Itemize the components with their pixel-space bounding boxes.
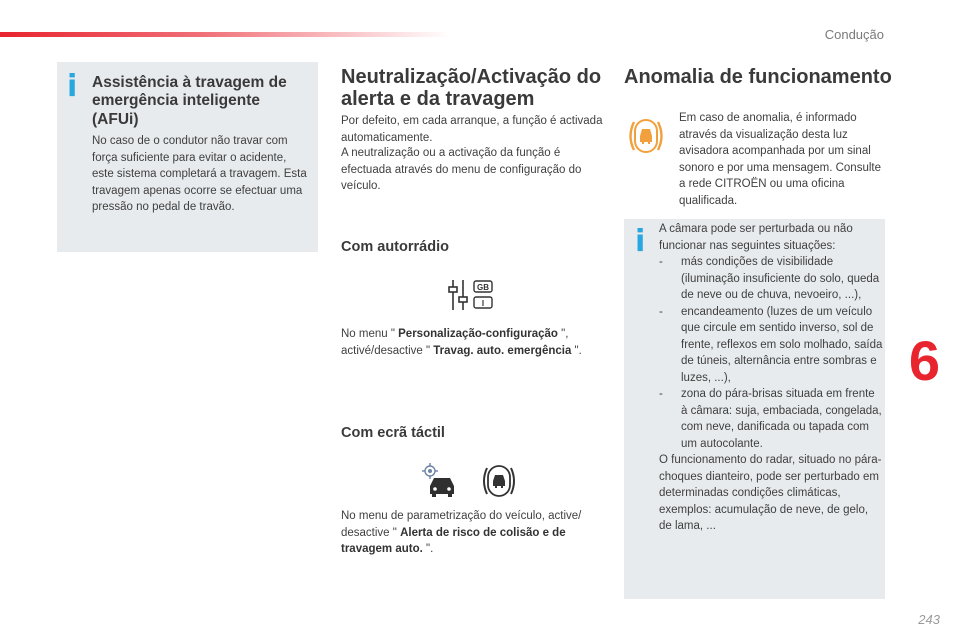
collision-warning-icon — [626, 118, 666, 154]
radio-icon-i: I — [481, 299, 485, 308]
radio-settings-icon — [447, 277, 495, 313]
afu-text: No caso de o condutor não travar com força suficiente para evitar o acidente, este sistema completará a travagem. Esta travagem apenas ocorre se efectuar uma pressão no pedal de travão. — [92, 135, 307, 213]
neutral-p1: Por defeito, em cada arranque, a função é activada automaticamente. — [341, 115, 603, 144]
touch-title: Com ecrã táctil — [341, 425, 445, 441]
camera-list — [659, 254, 883, 452]
top-accent-bar — [0, 32, 450, 37]
afu-info-box — [57, 62, 318, 252]
info-icon: i — [635, 224, 646, 259]
list-item: - encandeamento (luzes de um veículo que circule em sentido inverso, sol de frente, reflexos em solo molhado, saída de túneis, alternância entre sombras e luzes, ...), — [659, 304, 883, 387]
collision-alert-icon — [480, 464, 518, 498]
info-icon: i — [67, 69, 78, 104]
camera-text — [659, 221, 883, 535]
neutral-title: Neutralização/Activação do alerta e da travagem — [341, 66, 602, 111]
fault-text: Em caso de anomalia, é informado através da visualização desta luz avisadora acompanhada por um sinal sonoro e por uma mensagem. Consulte a rede CITROËN ou uma oficina qualificada. — [679, 112, 881, 207]
page-number: 243 — [918, 612, 940, 627]
chapter-number: 6 — [908, 329, 940, 392]
fault-title: Anomalia de funcionamento — [624, 66, 892, 88]
radio-title: Com autorrádio — [341, 239, 449, 255]
section-title: Condução — [824, 27, 884, 42]
list-item: - más condições de visibilidade (iluminação insuficiente do solo, queda de neve ou de chuva, nevoeiro, ...), — [659, 254, 883, 304]
list-item: - zona do pára-brisas situada em frente à câmara: suja, embaciada, congelada, com neve, danificada ou tapada com um autocolante. — [659, 386, 883, 452]
camera-intro: A câmara pode ser perturbada ou não funcionar nas seguintes situações: — [659, 223, 853, 252]
touch-text: No menu de parametrização do veículo, active/ desactive " Alerta de risco de colisão e de travagem auto. ". — [341, 510, 582, 555]
camera-outro: O funcionamento do radar, situado no pára-choques dianteiro, pode ser perturbado em determinadas condições climáticas, exemplos: acumulação de neve, de gelo, de lama, ... — [659, 454, 882, 532]
camera-info-box — [624, 219, 885, 599]
neutral-p2: A neutralização ou a activação da função é efectuada através do menu de configuração do veículo. — [341, 147, 582, 192]
car-settings-icon — [420, 462, 460, 498]
afu-title: Assistência à travagem de emergência inteligente (AFUi) — [92, 74, 287, 128]
radio-icon-gb: GB — [477, 283, 489, 292]
radio-text: No menu " Personalização-configuração ", activé/desactive " Travag. auto. emergência ". — [341, 328, 582, 357]
